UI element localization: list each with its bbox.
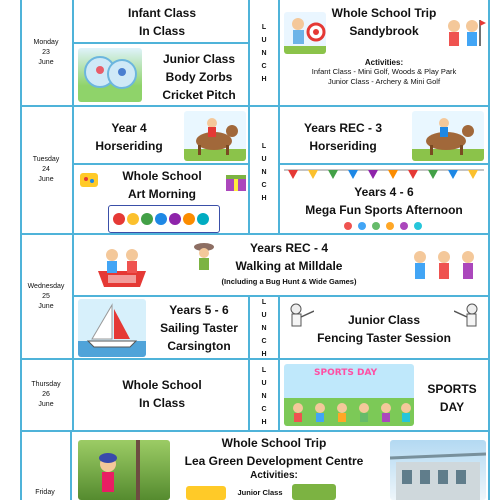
- day-month: June: [38, 302, 54, 310]
- lunch-label: [250, 137, 278, 207]
- cell-note: (Including a Bug Hunt & Wide Games): [221, 277, 357, 286]
- row-friday: [20, 432, 490, 500]
- cell-subtitle: DAY: [439, 400, 465, 414]
- tuesday-am-top: [74, 107, 250, 163]
- day-label-friday: [20, 432, 72, 500]
- horseriding-image: [412, 111, 484, 161]
- cell-subtitle: Fencing Taster Session: [317, 331, 451, 345]
- day-month: June: [38, 58, 54, 66]
- cell-subtitle: In Class: [138, 396, 186, 410]
- day-date: 26: [42, 391, 50, 398]
- bunting-image: [284, 167, 484, 179]
- paint-icon: [78, 169, 102, 189]
- day-name: Wednesday: [27, 282, 65, 290]
- playground-image: [186, 486, 226, 500]
- sailing-image: [78, 299, 146, 357]
- tuesday-pm-top: [280, 107, 488, 163]
- row-tuesday: [20, 107, 490, 235]
- day-label-thursday: [20, 360, 74, 430]
- lunch-letter: U: [261, 36, 267, 44]
- wednesday-pm-bottom: [280, 297, 488, 359]
- activities-label: Activities:: [364, 58, 404, 67]
- cell-subtitle: Horseriding: [95, 139, 163, 153]
- picnic-kids-image: [94, 241, 150, 289]
- lunch-letter: U: [261, 379, 267, 387]
- lunch-letter: N: [261, 168, 267, 176]
- cell-title: Junior Class: [162, 52, 236, 66]
- cell-title: Whole School: [122, 169, 202, 183]
- archery-kids-image: [284, 12, 326, 54]
- lunch-letter: L: [261, 23, 267, 31]
- monday-pm: [280, 2, 488, 106]
- activity-line: Infant Class - Mini Golf, Woods & Play Park: [311, 67, 457, 76]
- cell-location: Cricket Pitch: [162, 88, 236, 102]
- day-label-monday: [20, 0, 74, 105]
- activities-label: Activities:: [250, 470, 298, 481]
- mini-golf-kids-image: [442, 16, 486, 54]
- day-name: Thursday: [31, 381, 61, 388]
- cell-title: Years 5 - 6: [169, 303, 229, 317]
- lunch-letter: L: [261, 366, 267, 374]
- thursday-pm: [280, 360, 488, 430]
- day-name: Tuesday: [32, 156, 60, 163]
- day-name: Monday: [33, 38, 59, 46]
- cell-title: Year 4: [111, 121, 147, 135]
- cell-title: Whole School Trip: [221, 436, 327, 450]
- cell-subtitle: Body Zorbs: [165, 70, 233, 84]
- cell-title: Whole School: [122, 378, 202, 392]
- lunch-letter: C: [261, 405, 267, 413]
- row-wednesday: [20, 235, 490, 360]
- cell-title: Years REC - 4: [249, 241, 329, 255]
- lunch-letter: L: [261, 142, 267, 150]
- group-photo-image: [292, 484, 336, 500]
- wednesday-top: [74, 235, 488, 295]
- sports-day-image: [284, 364, 414, 426]
- lunch-label: [250, 18, 278, 88]
- sports-day-banner: SPORTS DAY: [314, 368, 378, 378]
- timetable-grid: [20, 0, 490, 500]
- monday-am-bottom: [74, 44, 250, 106]
- day-month: June: [38, 401, 54, 408]
- cell-title: Infant Class: [127, 6, 196, 20]
- lunch-letter: H: [261, 418, 267, 426]
- sports-kids-image: [340, 219, 430, 231]
- cell-subtitle: Art Morning: [128, 187, 196, 201]
- lunch-letter: C: [261, 62, 267, 70]
- climbing-kid-image: [78, 440, 170, 500]
- cell-title: Junior Class: [347, 313, 421, 327]
- row-thursday: [20, 360, 490, 432]
- cell-subtitle: Walking at Milldale: [235, 259, 343, 273]
- gift-icon: [224, 169, 248, 193]
- cell-subtitle: Horseriding: [309, 139, 377, 153]
- cell-title: Whole School Trip: [331, 6, 437, 20]
- art-banner-image: [108, 205, 220, 233]
- cell-title: Years REC - 3: [303, 121, 383, 135]
- day-date: 25: [42, 292, 50, 300]
- lunch-letter: H: [261, 75, 267, 83]
- lunch-label: [250, 297, 278, 359]
- cell-subtitle: In Class: [138, 24, 186, 38]
- lunch-letter: N: [261, 49, 267, 57]
- lunch-letter: C: [261, 337, 267, 345]
- day-date: 23: [42, 48, 50, 56]
- cell-subtitle: Lea Green Development Centre: [184, 454, 364, 468]
- lunch-letter: H: [261, 350, 267, 358]
- wednesday-am-bottom: [74, 297, 250, 359]
- lunch-letter: N: [261, 324, 267, 332]
- cell-title: Years 4 - 6: [354, 185, 414, 199]
- lunch-letter: U: [261, 155, 267, 163]
- day-name: Friday: [35, 489, 55, 496]
- activity-line: Junior Class - Archery & Mini Golf: [327, 77, 441, 86]
- day-date: 24: [42, 166, 50, 173]
- body-zorbs-image: [78, 48, 142, 102]
- day-month: June: [38, 176, 54, 183]
- cell-subtitle: Sandybrook: [349, 24, 419, 38]
- lunch-letter: N: [261, 392, 267, 400]
- cell-location: Carsington: [167, 339, 231, 353]
- tuesday-am-bottom: [74, 165, 250, 233]
- day-label-wednesday: [20, 235, 74, 358]
- lunch-letter: H: [261, 194, 267, 202]
- activity-line: Junior Class: [237, 488, 283, 497]
- monday-am-top: [74, 2, 250, 42]
- lunch-label: [250, 362, 278, 430]
- horseriding-image: [184, 111, 246, 161]
- cell-title: SPORTS: [427, 382, 477, 396]
- friday-day: [74, 432, 488, 500]
- lunch-letter: C: [261, 181, 267, 189]
- lunch-letter: U: [261, 311, 267, 319]
- row-monday: [20, 0, 490, 107]
- lunch-letter: L: [261, 298, 267, 306]
- walking-kids-image: [408, 245, 486, 291]
- day-label-tuesday: [20, 107, 74, 233]
- tuesday-pm-bottom: [280, 165, 488, 233]
- cell-subtitle: Sailing Taster: [160, 321, 238, 335]
- building-image: [390, 440, 486, 500]
- cell-subtitle: Mega Fun Sports Afternoon: [305, 203, 463, 217]
- thursday-am: [74, 376, 250, 412]
